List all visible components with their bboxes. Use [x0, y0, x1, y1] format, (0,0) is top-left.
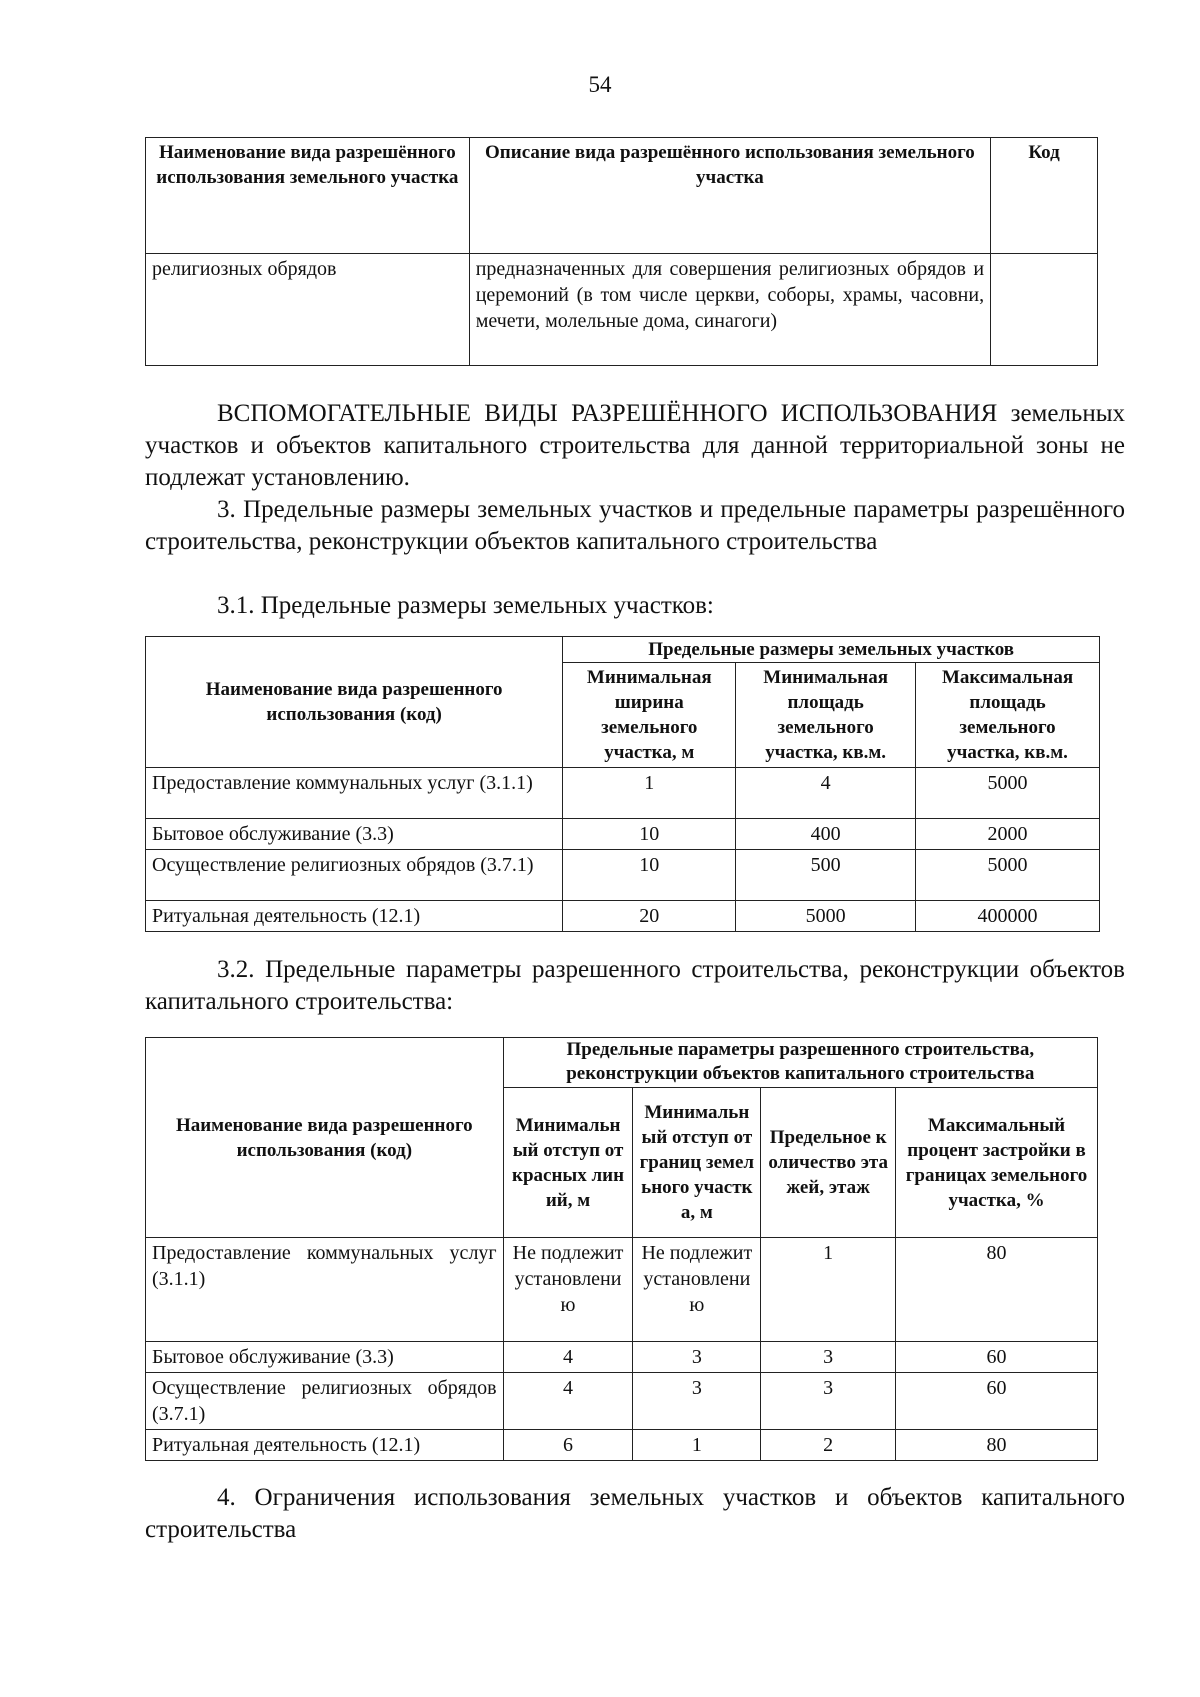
min-area-cell: 400	[736, 819, 916, 850]
setback-red-lines-cell: Не подлежит установлению	[503, 1238, 633, 1342]
row-name-cell: Предоставление коммунальных услуг (3.1.1)	[146, 768, 563, 819]
row-name-cell: Осуществление религиозных обрядов (3.7.1)	[146, 850, 563, 901]
table-row	[146, 1430, 1098, 1461]
min-area-cell: 4	[736, 768, 916, 819]
max-area-cell: 2000	[916, 819, 1100, 850]
header-use-name: Наименование вида разрешенного использования (код)	[146, 637, 563, 768]
header-min-setback-red-lines: Минимальный отступ от красных линий, м	[503, 1088, 633, 1238]
page-number: 54	[588, 72, 612, 97]
table-header-row	[146, 637, 1100, 663]
table-row	[146, 1342, 1098, 1373]
setback-red-lines-cell: 4	[503, 1342, 633, 1373]
max-area-cell: 400000	[916, 901, 1100, 932]
floors-cell: 1	[761, 1238, 896, 1342]
max-area-cell: 5000	[916, 768, 1100, 819]
coverage-cell: 60	[896, 1342, 1098, 1373]
section-4-heading: 4. Ограничения использования земельных участков и объектов капитального строительства	[145, 1484, 1125, 1543]
min-area-cell: 500	[736, 850, 916, 901]
setback-red-lines-cell: 4	[503, 1373, 633, 1430]
plot-size-limits-table	[145, 636, 1100, 932]
min-area-cell: 5000	[736, 901, 916, 932]
table-row	[146, 819, 1100, 850]
setback-boundaries-cell: 3	[633, 1342, 761, 1373]
table-row	[146, 254, 1098, 366]
header-min-setback-boundaries: Минимальный отступ от границ земельного участка, м	[633, 1088, 761, 1238]
table-row	[146, 901, 1100, 932]
table-row	[146, 1373, 1098, 1430]
row-name-cell: Бытовое обслуживание (3.3)	[146, 819, 563, 850]
floors-cell: 3	[761, 1373, 896, 1430]
auxiliary-uses-paragraph	[145, 398, 1125, 494]
row-name-cell: Ритуальная деятельность (12.1)	[146, 901, 563, 932]
row-name-cell: Бытовое обслуживание (3.3)	[146, 1342, 504, 1373]
coverage-cell: 80	[896, 1238, 1098, 1342]
table-row	[146, 850, 1100, 901]
header-group-construction-params: Предельные параметры разрешенного строительства, реконструкции объектов капитального строительства	[503, 1038, 1097, 1088]
header-group-plot-sizes: Предельные размеры земельных участков	[563, 637, 1100, 663]
header-max-floors: Предельное количество этажей, этаж	[761, 1088, 896, 1238]
auxiliary-uses-rest: земельных участков и объектов капитального строительства для данной территориальной зоны не подлежат установлению.	[145, 400, 1126, 491]
row-name-cell: Предоставление коммунальных услуг (3.1.1)	[146, 1238, 504, 1342]
setback-red-lines-cell: 6	[503, 1430, 633, 1461]
use-description-cell: предназначенных для совершения религиозных обрядов и церемоний (в том числе церкви, соборы, храмы, часовни, мечети, молельные дома, синагоги)	[469, 254, 990, 366]
setback-boundaries-cell: 1	[633, 1430, 761, 1461]
max-area-cell: 5000	[916, 850, 1100, 901]
min-width-cell: 20	[563, 901, 736, 932]
header-max-area: Максимальная площадь земельного участка, кв.м.	[916, 663, 1100, 768]
auxiliary-uses-caps: ВСПОМОГАТЕЛЬНЫЕ ВИДЫ РАЗРЕШЁННОГО ИСПОЛЬЗОВАНИЯ	[217, 400, 998, 427]
coverage-cell: 80	[896, 1430, 1098, 1461]
section-3-1-heading: 3.1. Предельные размеры земельных участков:	[217, 592, 714, 619]
use-name-cell: религиозных обрядов	[146, 254, 470, 366]
coverage-cell: 60	[896, 1373, 1098, 1430]
row-name-cell: Ритуальная деятельность (12.1)	[146, 1430, 504, 1461]
setback-boundaries-cell: Не подлежит установлению	[633, 1238, 761, 1342]
section-3-2-heading: 3.2. Предельные параметры разрешенного строительства, реконструкции объектов капитального строительства:	[145, 956, 1125, 1015]
permitted-use-table	[145, 137, 1098, 366]
min-width-cell: 10	[563, 819, 736, 850]
header-min-width: Минимальная ширина земельного участка, м	[563, 663, 736, 768]
section-3-heading: 3. Предельные размеры земельных участков и предельные параметры разрешённого строительства, реконструкции объектов капитального строительства	[145, 496, 1125, 555]
header-max-coverage: Максимальный процент застройки в границах земельного участка, %	[896, 1088, 1098, 1238]
construction-parameters-table	[145, 1037, 1098, 1461]
min-width-cell: 1	[563, 768, 736, 819]
header-min-area: Минимальная площадь земельного участка, кв.м.	[736, 663, 916, 768]
code-cell	[991, 254, 1098, 366]
row-name-cell: Осуществление религиозных обрядов (3.7.1)	[146, 1373, 504, 1430]
header-use-name: Наименование вида разрешенного использования (код)	[146, 1038, 504, 1238]
table-header-row	[146, 1038, 1098, 1088]
table-row	[146, 768, 1100, 819]
header-code: Код	[991, 138, 1098, 254]
setback-boundaries-cell: 3	[633, 1373, 761, 1430]
header-use-description: Описание вида разрешённого использования земельного участка	[469, 138, 990, 254]
floors-cell: 3	[761, 1342, 896, 1373]
table-header-row	[146, 138, 1098, 254]
table-row	[146, 1238, 1098, 1342]
min-width-cell: 10	[563, 850, 736, 901]
header-use-name: Наименование вида разрешённого использования земельного участка	[146, 138, 470, 254]
floors-cell: 2	[761, 1430, 896, 1461]
